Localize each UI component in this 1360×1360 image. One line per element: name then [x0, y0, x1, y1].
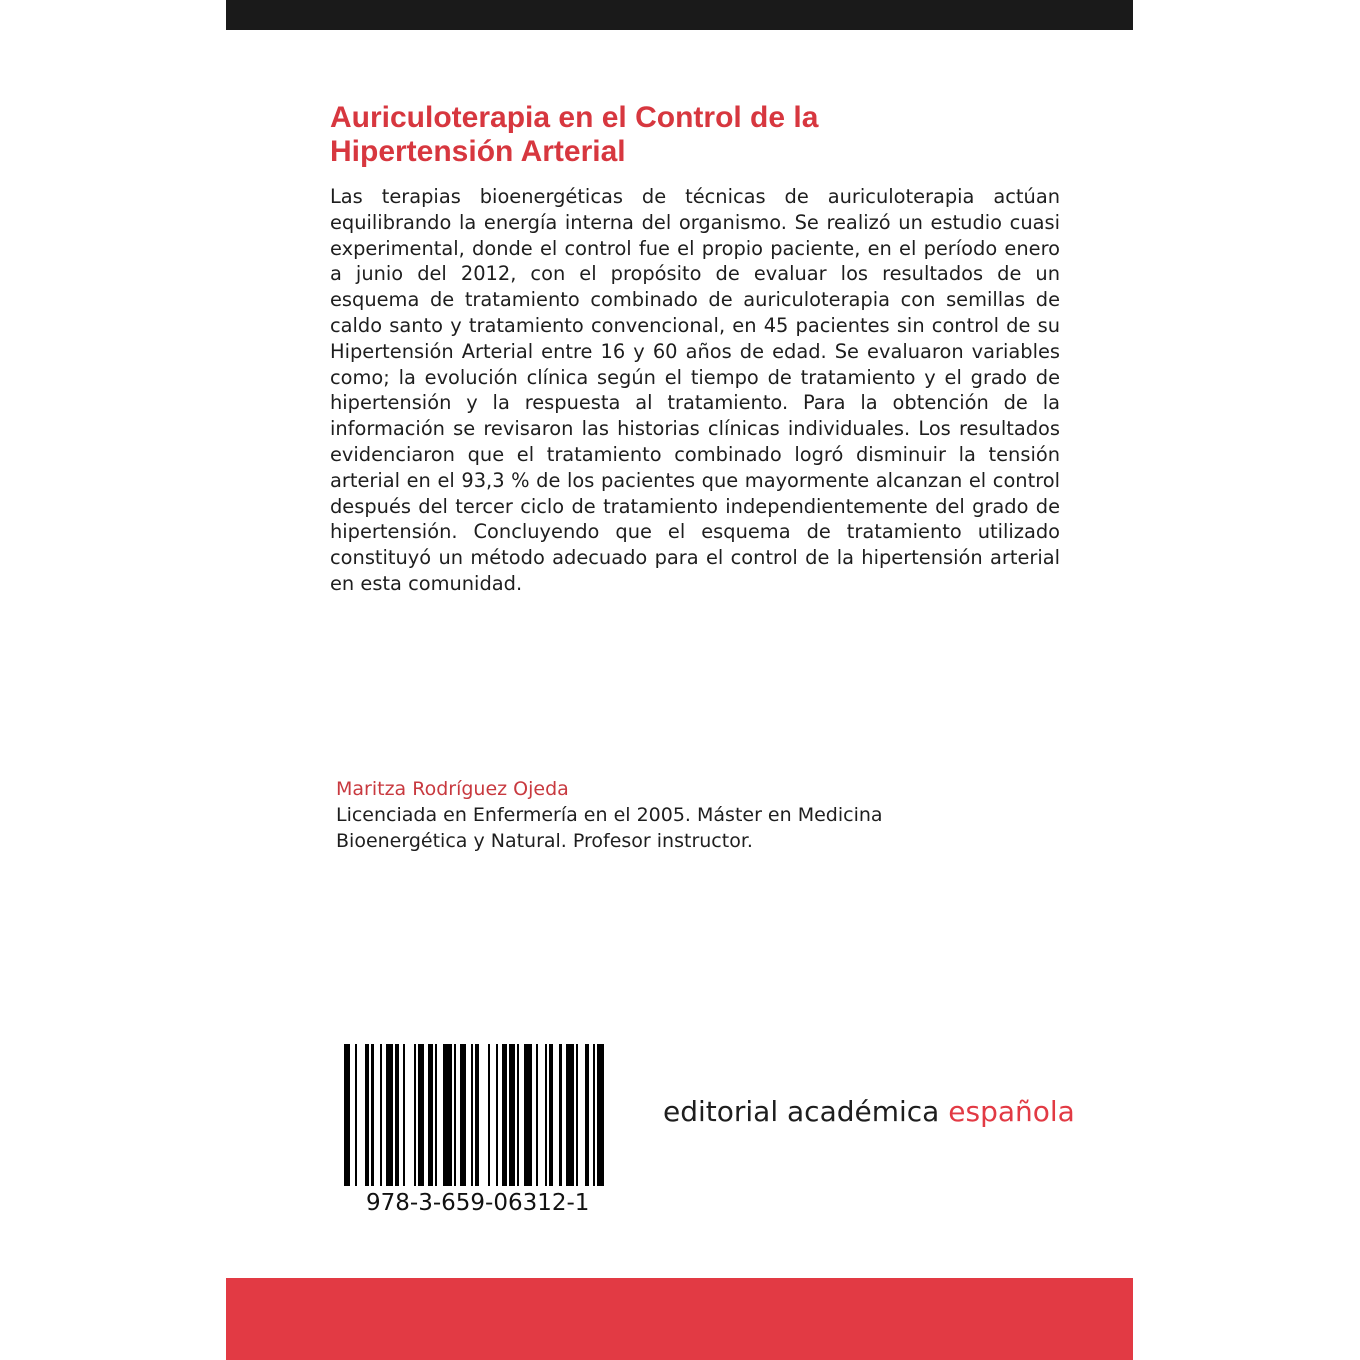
barcode-bar: [371, 1044, 373, 1186]
bottom-band: [226, 1278, 1133, 1360]
isbn-number: 978-3-659-06312-1: [366, 1190, 590, 1216]
barcode-bar: [443, 1044, 451, 1186]
barcode-bar: [454, 1044, 456, 1186]
barcode-bar: [414, 1044, 416, 1186]
barcode-bar: [471, 1044, 473, 1186]
barcode-bar: [365, 1044, 369, 1186]
publisher-name-accent: española: [948, 1095, 1075, 1128]
barcode-bar: [524, 1044, 532, 1186]
top-band: [226, 0, 1133, 30]
barcode-bar: [549, 1044, 553, 1186]
author-name: Maritza Rodríguez Ojeda: [336, 778, 569, 800]
barcode-bar: [475, 1044, 479, 1186]
barcode-bar: [386, 1044, 392, 1186]
back-cover: [226, 0, 1133, 1360]
barcode-bar: [435, 1044, 437, 1186]
barcode-bar: [502, 1044, 506, 1186]
barcode-bar: [418, 1044, 424, 1186]
author-bio: Licenciada en Enfermería en el 2005. Máster en Medicina Bioenergética y Natural. Profesor instructor.: [336, 804, 883, 852]
barcode-bar: [559, 1044, 561, 1186]
barcode-bar: [488, 1044, 490, 1186]
barcode-bar: [576, 1044, 578, 1186]
barcode-bar: [545, 1044, 547, 1186]
barcode-bar: [585, 1044, 589, 1186]
barcode-bar: [403, 1044, 405, 1186]
book-abstract: Las terapias bioenergéticas de técnicas de auriculoterapia actúan equilibrando la energía interna del organismo. Se realizó un estudio cuasi experimental, donde el control fue el propio paciente, en el período enero a junio del 2012, con el propósito de evaluar los resultados de un esquema de tratamiento combinado de auriculoterapia con semillas de caldo santo y tratamiento convencional, en 45 pacientes sin control de su Hipertensión Arterial entre 16 y 60 años de edad. Se evaluaron variables como; la evolución clínica según el tiempo de tratamiento y el grado de hipertensión y la respuesta al tratamiento. Para la obtención de la información se revisaron las historias clínicas individuales. Los resultados evidenciaron que el tratamiento combinado logró disminuir la tensión arterial en el 93,3 % de los pacientes que mayormente alcanzan el control después del tercer ciclo de tratamiento independientemente del grado de hipertensión. Concluyendo que el esquema de tratamiento utilizado constituyó un método adecuado para el control de la hipertensión arterial en esta comunidad.: [330, 185, 1060, 595]
barcode-bar: [355, 1044, 357, 1186]
barcode-bar: [395, 1044, 399, 1186]
barcode-bar: [380, 1044, 382, 1186]
barcode-bar: [597, 1044, 603, 1186]
barcode-bar: [344, 1044, 350, 1186]
barcode-bar: [496, 1044, 498, 1186]
barcode-bar: [509, 1044, 515, 1186]
barcode-bar: [428, 1044, 432, 1186]
publisher-logo: [663, 1094, 1075, 1130]
barcode-bar: [593, 1044, 595, 1186]
barcode-bar: [566, 1044, 574, 1186]
barcode-bar: [536, 1044, 538, 1186]
book-title: Auriculoterapia en el Control de la Hipertensión Arterial: [330, 101, 819, 168]
isbn-barcode: [344, 1044, 608, 1186]
publisher-name: editorial académica: [663, 1095, 940, 1128]
barcode-bar: [517, 1044, 519, 1186]
barcode-bar: [460, 1044, 466, 1186]
